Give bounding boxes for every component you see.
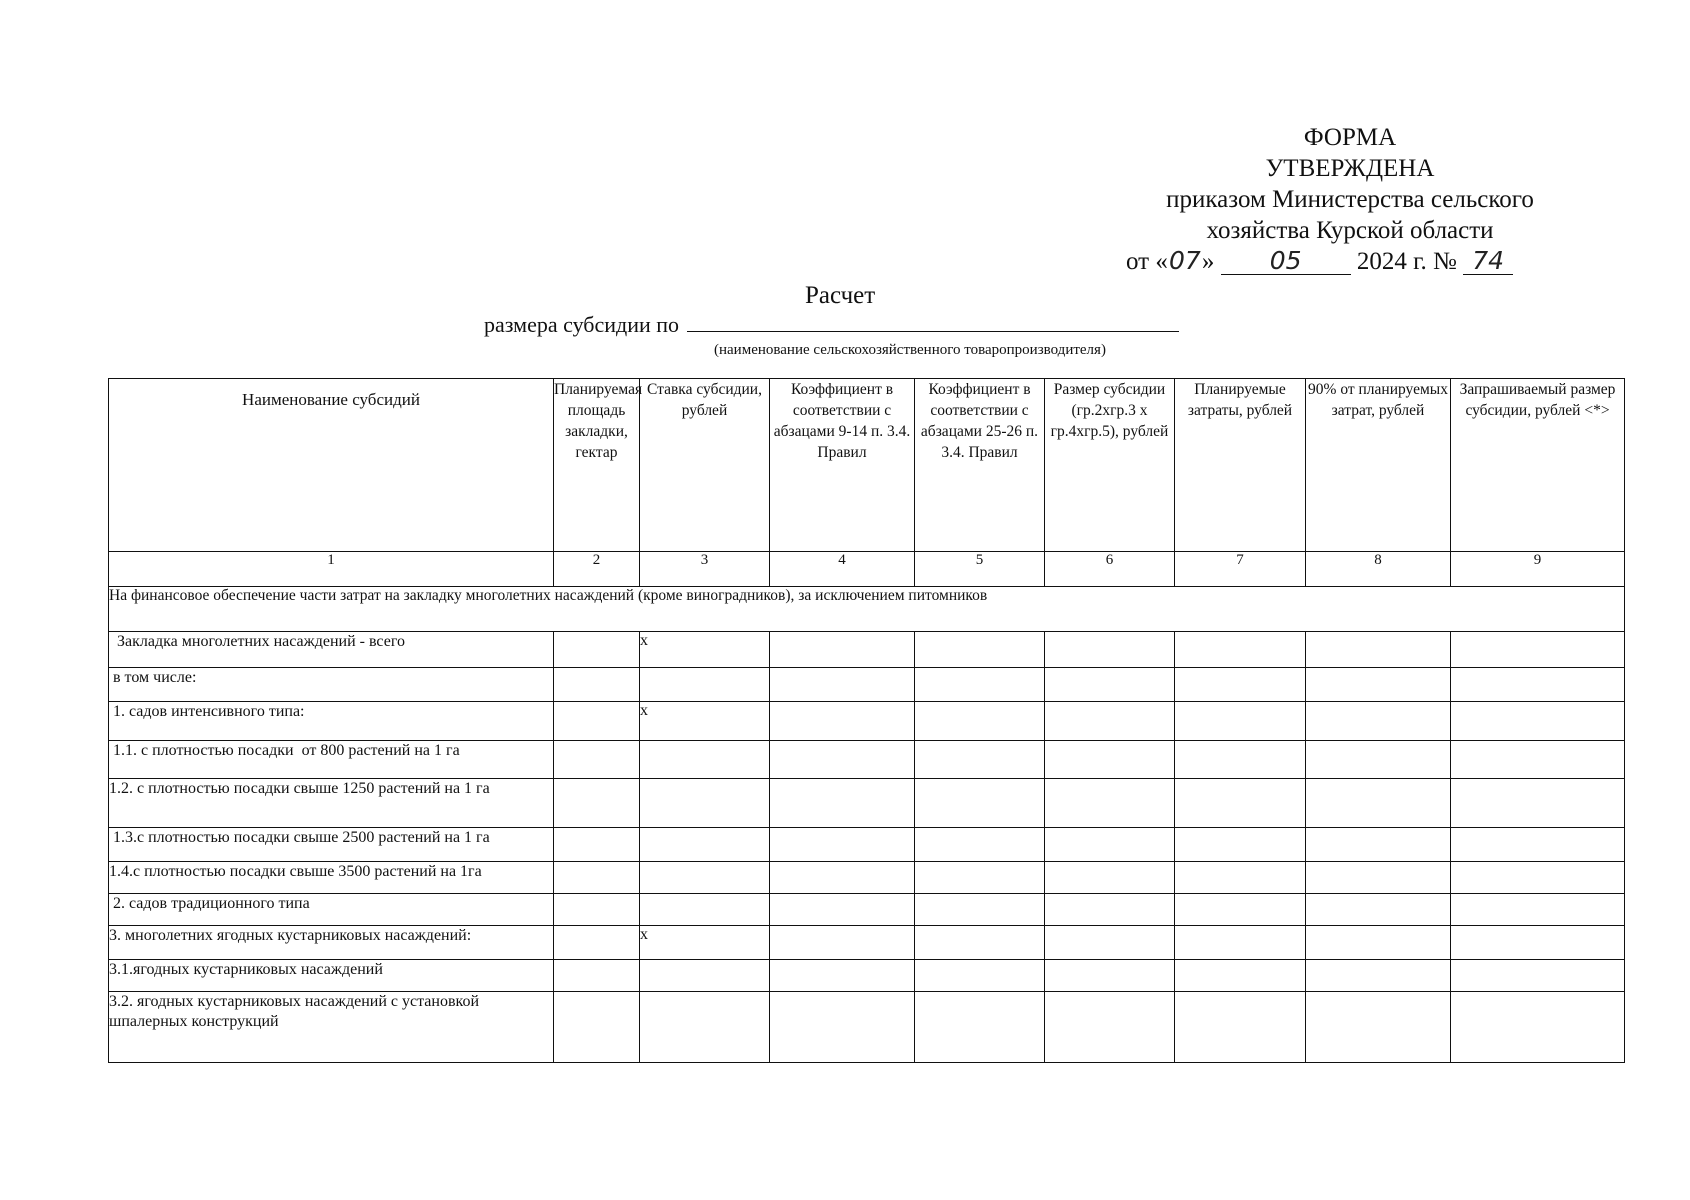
header-coefficient-25-26: Коэффициент в соответствии с абзацами 25-26 п. 3.4. Правил <box>915 379 1045 552</box>
table-cell <box>1306 862 1451 894</box>
table-cell <box>1306 779 1451 828</box>
table-cell <box>1045 668 1175 702</box>
table-cell <box>554 668 640 702</box>
date-prefix: от <box>1126 248 1150 275</box>
table-cell <box>1045 741 1175 779</box>
table-row <box>109 862 1625 894</box>
producer-name-blank <box>687 311 1179 332</box>
rate-cell: x <box>640 632 770 668</box>
approved-label: УТВЕРЖДЕНА <box>1265 155 1435 182</box>
table-cell <box>554 926 640 960</box>
table-cell <box>554 894 640 926</box>
table-row <box>109 779 1625 828</box>
order-authority-region: хозяйства Курской области <box>1206 217 1494 244</box>
table-cell <box>915 926 1045 960</box>
header-subsidy-rate: Ставка субсидии, рублей <box>640 379 770 552</box>
table-cell <box>770 741 915 779</box>
header-90-percent: 90% от планируемых затрат, рублей <box>1306 379 1451 552</box>
table-cell <box>1306 668 1451 702</box>
table-cell <box>1451 668 1625 702</box>
table-cell <box>1451 960 1625 992</box>
table-cell <box>1175 828 1306 862</box>
calculation-title: Расчет <box>805 282 876 309</box>
order-number: 74 <box>1463 247 1513 275</box>
rate-cell <box>640 779 770 828</box>
table-cell <box>915 668 1045 702</box>
order-year: 2024 г. № <box>1356 248 1457 275</box>
row-label: 1.4.с плотностью посадки свыше 3500 растений на 1га <box>109 862 554 894</box>
table-cell <box>554 960 640 992</box>
table-cell <box>770 992 915 1063</box>
table-cell <box>915 702 1045 741</box>
table-cell <box>1306 828 1451 862</box>
order-day: 07 <box>1168 246 1201 275</box>
row-label: Закладка многолетних насаждений - всего <box>109 632 554 668</box>
table-cell <box>1045 862 1175 894</box>
row-label: 3. многолетних ягодных кустарниковых насаждений: <box>109 926 554 960</box>
table-cell <box>915 992 1045 1063</box>
row-label: 1.1. с плотностью посадки от 800 растений на 1 га <box>109 741 554 779</box>
quote-close: » <box>1201 248 1215 275</box>
table-cell <box>915 741 1045 779</box>
calculation-subtitle-text: размера субсидии по <box>484 312 680 337</box>
row-label: в том числе: <box>109 668 554 702</box>
table-cell <box>1045 828 1175 862</box>
table-cell <box>1045 926 1175 960</box>
table-row <box>109 668 1625 702</box>
table-cell <box>915 779 1045 828</box>
table-cell <box>1175 926 1306 960</box>
table-cell <box>770 668 915 702</box>
rate-cell: x <box>640 926 770 960</box>
table-cell <box>1045 702 1175 741</box>
table-cell <box>1045 960 1175 992</box>
header-subsidy-amount: Размер субсидии (гр.2хгр.3 х гр.4хгр.5), рублей <box>1045 379 1175 552</box>
producer-name-note: (наименование сельскохозяйственного товаропроизводителя) <box>714 342 1106 358</box>
section-title: На финансовое обеспечение части затрат на закладку многолетних насаждений (кроме виноградников), за исключением питомников <box>109 587 1625 632</box>
table-cell <box>1175 894 1306 926</box>
rate-cell <box>640 741 770 779</box>
table-cell <box>1451 926 1625 960</box>
column-number: 6 <box>1045 552 1175 587</box>
column-number: 7 <box>1175 552 1306 587</box>
rate-cell <box>640 992 770 1063</box>
header-row <box>109 379 1625 552</box>
table-cell <box>1306 702 1451 741</box>
table-cell <box>1175 862 1306 894</box>
table-cell <box>1306 926 1451 960</box>
table-cell <box>1306 960 1451 992</box>
header-planned-area: Планируемая площадь закладки, гектар <box>554 379 640 552</box>
table-cell <box>915 960 1045 992</box>
table-cell <box>1045 992 1175 1063</box>
table-row <box>109 992 1625 1063</box>
column-number: 1 <box>109 552 554 587</box>
table-cell <box>1306 894 1451 926</box>
form-label: ФОРМА <box>1303 124 1397 151</box>
table-cell <box>1451 741 1625 779</box>
header-subsidy-name: Наименование субсидий <box>109 379 554 552</box>
table-cell <box>1175 992 1306 1063</box>
calculation-subtitle <box>484 311 1179 338</box>
table-cell <box>1451 992 1625 1063</box>
quote-open: « <box>1155 248 1168 275</box>
table-cell <box>1175 668 1306 702</box>
order-authority: приказом Министерства сельского <box>1166 186 1534 213</box>
column-number: 9 <box>1451 552 1625 587</box>
row-label: 3.1.ягодных кустарниковых насаждений <box>109 960 554 992</box>
table-cell <box>554 702 640 741</box>
table-cell <box>770 960 915 992</box>
rate-cell <box>640 862 770 894</box>
table-cell <box>915 894 1045 926</box>
table-cell <box>1451 894 1625 926</box>
table-cell <box>554 779 640 828</box>
table-cell <box>1045 894 1175 926</box>
table-cell <box>915 862 1045 894</box>
table-cell <box>554 741 640 779</box>
table-cell <box>1175 779 1306 828</box>
table-row <box>109 741 1625 779</box>
table-cell <box>1175 702 1306 741</box>
table-row <box>109 702 1625 741</box>
table-cell <box>1045 779 1175 828</box>
table-cell <box>770 779 915 828</box>
table-cell <box>1451 779 1625 828</box>
table-cell <box>770 862 915 894</box>
table-cell <box>1175 632 1306 668</box>
table-cell <box>915 632 1045 668</box>
table-cell <box>770 828 915 862</box>
rate-cell <box>640 894 770 926</box>
column-number: 8 <box>1306 552 1451 587</box>
table-cell <box>1306 632 1451 668</box>
table-cell <box>770 632 915 668</box>
table-cell <box>1451 828 1625 862</box>
order-date-line <box>1126 246 1580 277</box>
column-number: 3 <box>640 552 770 587</box>
table-row <box>109 960 1625 992</box>
header-coefficient-9-14: Коэффициент в соответствии с абзацами 9-14 п. 3.4. Правил <box>770 379 915 552</box>
order-month: 05 <box>1221 247 1351 275</box>
table-cell <box>554 828 640 862</box>
table-cell <box>1306 992 1451 1063</box>
header-planned-costs: Планируемые затраты, рублей <box>1175 379 1306 552</box>
header-requested-amount: Запрашиваемый размер субсидии, рублей <*> <box>1451 379 1625 552</box>
column-number: 2 <box>554 552 640 587</box>
table-cell <box>1306 741 1451 779</box>
row-label: 2. садов традиционного типа <box>109 894 554 926</box>
row-label: 1.2. с плотностью посадки свыше 1250 растений на 1 га <box>109 779 554 828</box>
table-cell <box>1175 960 1306 992</box>
table-cell <box>1451 632 1625 668</box>
row-label: 1. садов интенсивного типа: <box>109 702 554 741</box>
rate-cell <box>640 828 770 862</box>
approval-block <box>1120 122 1580 277</box>
table-cell <box>1451 702 1625 741</box>
rate-cell <box>640 960 770 992</box>
table-cell <box>1045 632 1175 668</box>
row-label: 3.2. ягодных кустарниковых насаждений с установкой шпалерных конструкций <box>109 992 554 1063</box>
rate-cell: x <box>640 702 770 741</box>
table-cell <box>554 632 640 668</box>
table-row <box>109 894 1625 926</box>
table-cell <box>1175 741 1306 779</box>
table-cell <box>770 894 915 926</box>
table-cell <box>554 862 640 894</box>
table-row <box>109 632 1625 668</box>
subsidy-table <box>108 378 1625 1063</box>
table-row <box>109 828 1625 862</box>
section-row <box>109 587 1625 632</box>
column-number: 5 <box>915 552 1045 587</box>
table-cell <box>1451 862 1625 894</box>
table-cell <box>915 828 1045 862</box>
column-number-row <box>109 552 1625 587</box>
table-cell <box>770 702 915 741</box>
table-cell <box>770 926 915 960</box>
rate-cell <box>640 668 770 702</box>
column-number: 4 <box>770 552 915 587</box>
table-cell <box>554 992 640 1063</box>
table-row <box>109 926 1625 960</box>
row-label: 1.3.с плотностью посадки свыше 2500 растений на 1 га <box>109 828 554 862</box>
